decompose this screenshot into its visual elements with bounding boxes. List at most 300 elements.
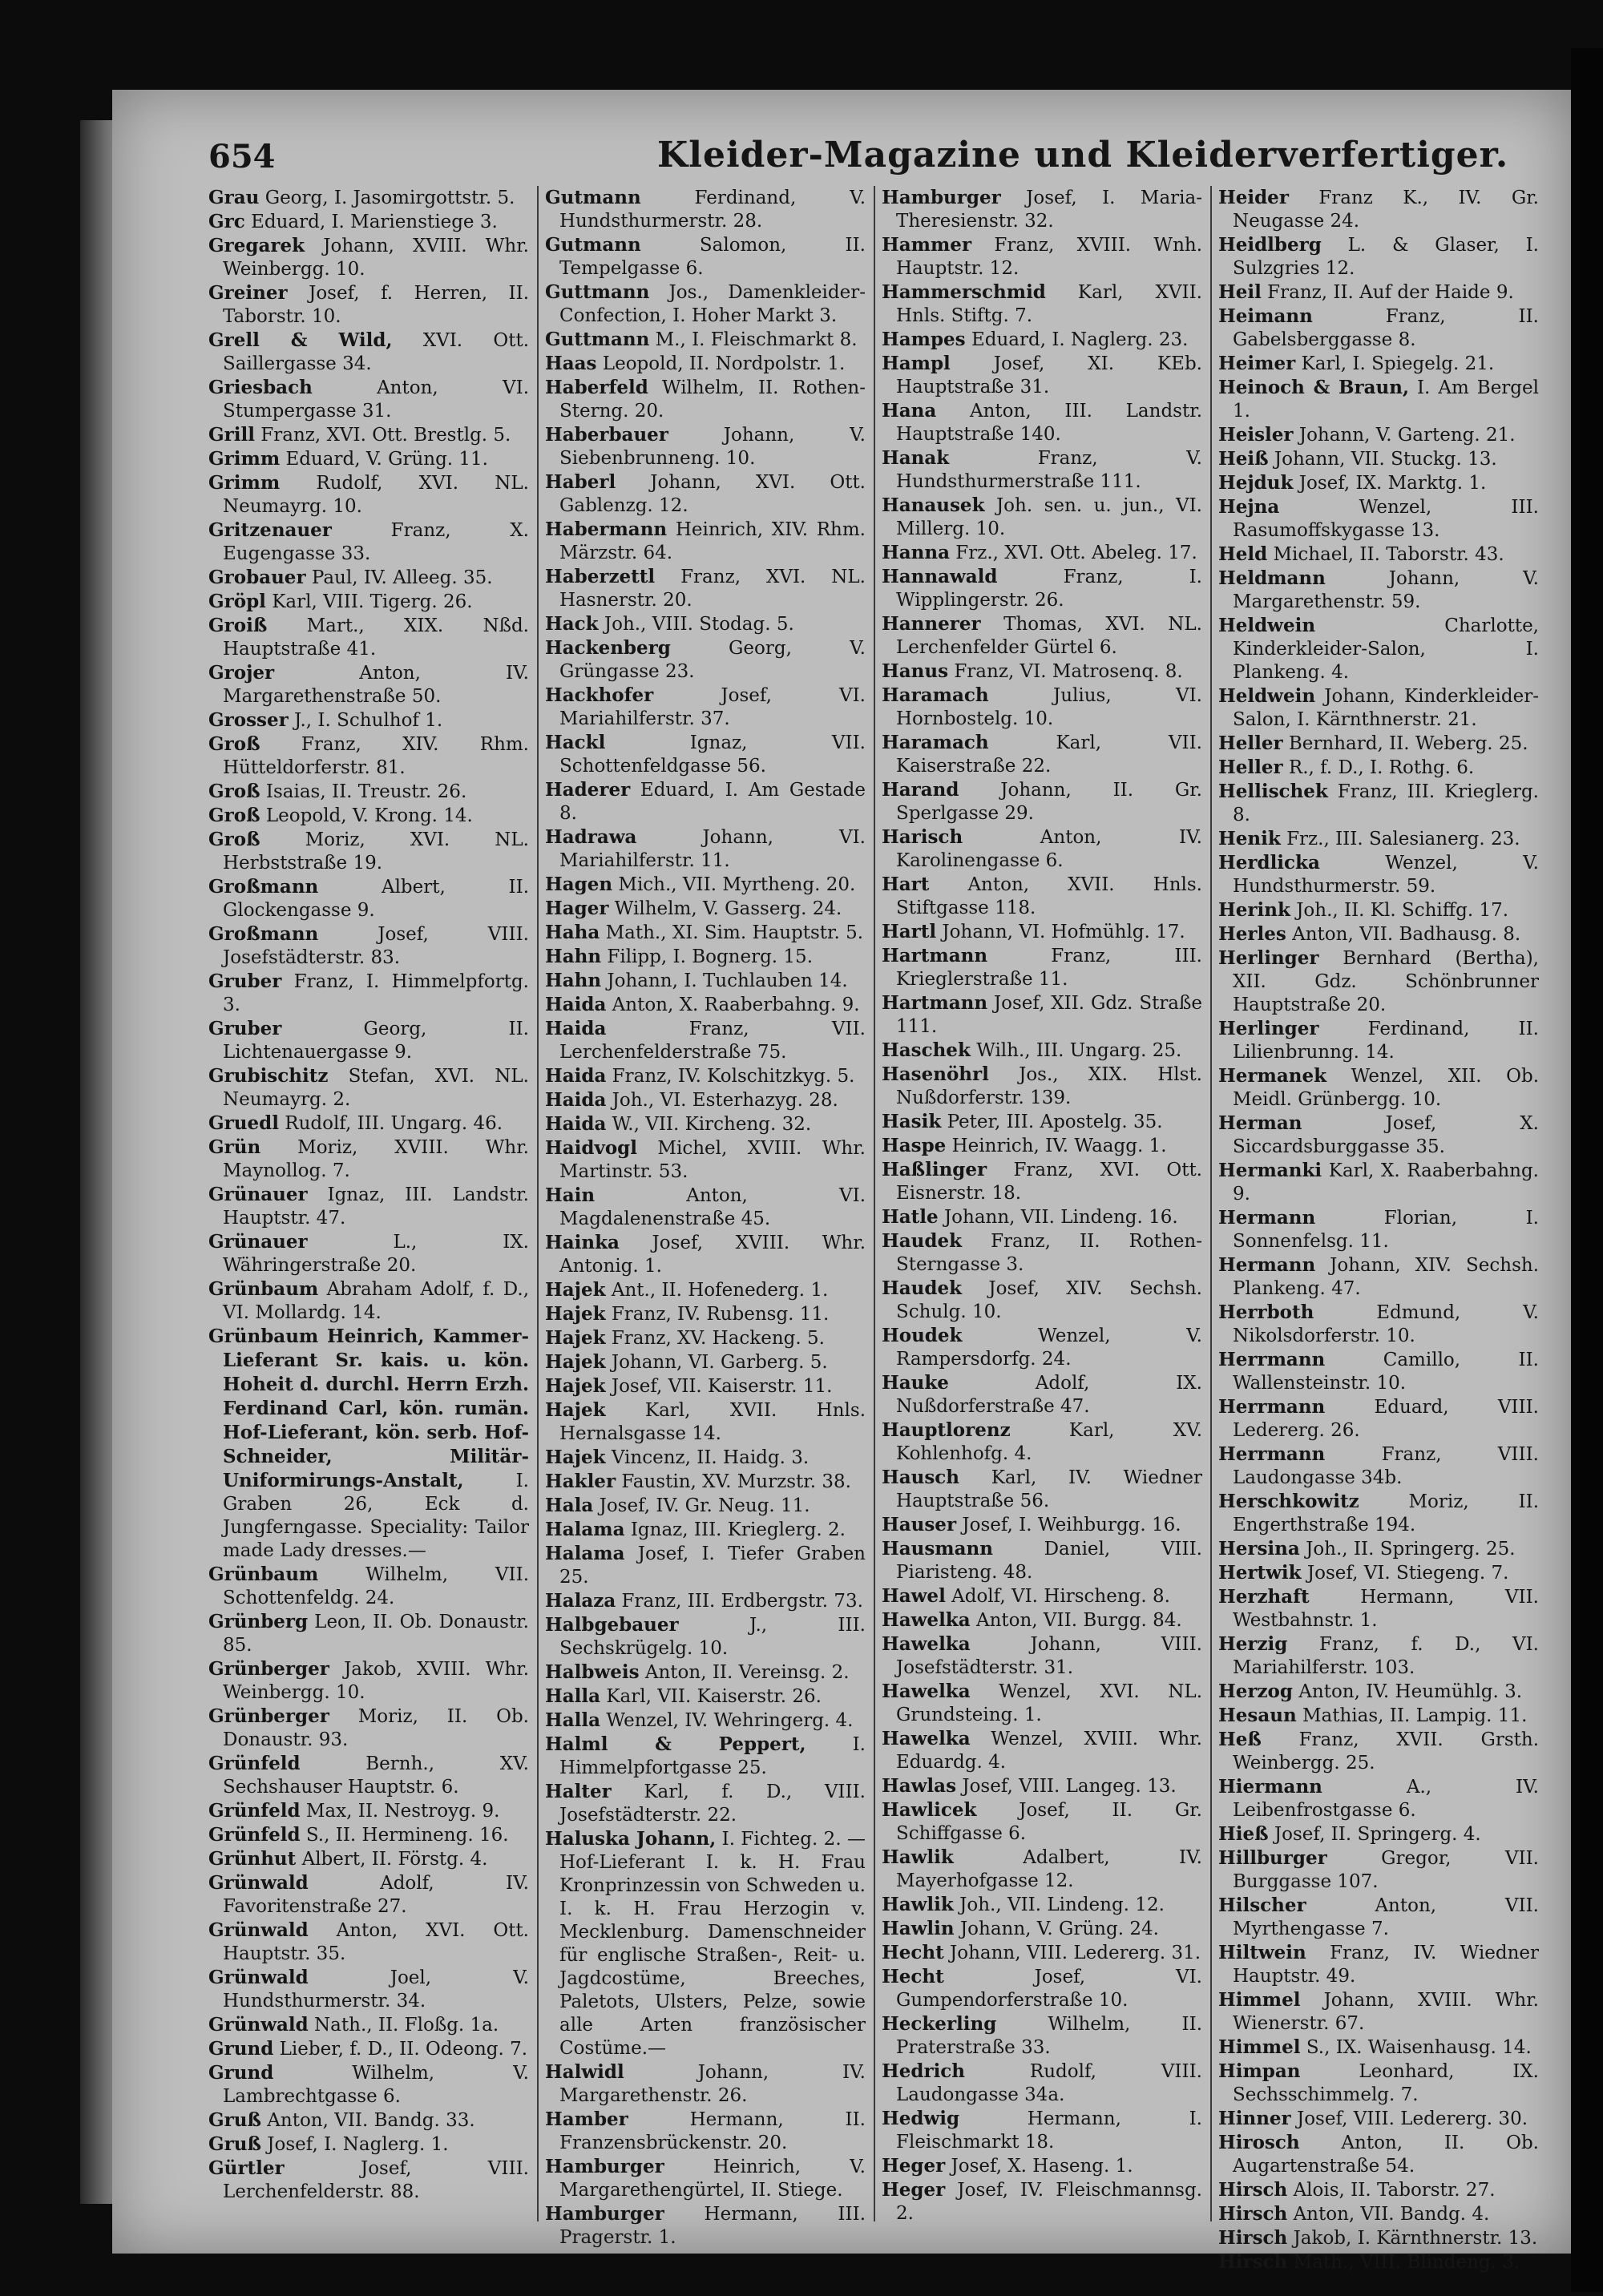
- entry-details: Anton, VII. Myrthengasse 7.: [1233, 1895, 1539, 1939]
- directory-entry: [882, 399, 1202, 446]
- entry-name: Hieß: [1218, 1823, 1269, 1845]
- entry-name: Hauser: [882, 1514, 957, 1535]
- directory-entry: [545, 1017, 866, 1064]
- directory-entry: [882, 1774, 1202, 1798]
- entry-details: I. Am Bergel 1.: [1233, 377, 1539, 422]
- entry-name: Hellischek: [1218, 781, 1328, 802]
- entry-details: Gregor, VII. Burggasse 107.: [1233, 1848, 1539, 1892]
- entry-name: Hain: [545, 1184, 596, 1206]
- entry-details: Ignaz, III. Krieglerg. 2.: [624, 1519, 846, 1540]
- directory-entry: [1218, 1561, 1539, 1585]
- entry-details: Josef, I. Maria-Theresienstr. 32.: [896, 188, 1202, 232]
- directory-entry: [882, 233, 1202, 280]
- directory-entry: [545, 1613, 866, 1660]
- entry-details: Franz, XVI. Ott. Eisnerstr. 18.: [896, 1160, 1202, 1204]
- directory-entry: [208, 1657, 529, 1705]
- directory-entry: [208, 970, 529, 1017]
- entry-details: Anton, III. Landstr. Hauptstraße 140.: [896, 401, 1202, 445]
- directory-entry: [545, 1827, 866, 2060]
- entry-name: Haidvogl: [545, 1137, 637, 1159]
- entry-details: Mathias, II. Lampig. 11.: [1296, 1705, 1528, 1726]
- entry-name: Groß: [208, 733, 260, 755]
- directory-entry: [882, 1039, 1202, 1063]
- entry-details: I. Graben 26, Eck d. Jungferngasse. Speciality: Tailor made Lady dresses.—: [223, 1471, 529, 1561]
- entry-details: Edmund, V. Nikolsdorferstr. 10.: [1233, 1302, 1539, 1346]
- entry-details: Daniel, VIII. Piaristeng. 48.: [896, 1539, 1202, 1583]
- directory-entry: [545, 1518, 866, 1542]
- directory-entry: [882, 1727, 1202, 1774]
- directory-entry: [208, 1325, 529, 1563]
- entry-name: Grünfeld: [208, 1753, 301, 1774]
- entry-details: Josef, XII. Gdz. Straße 111.: [896, 993, 1202, 1037]
- entry-details: Wilhelm, II. Praterstraße 33.: [896, 2014, 1202, 2058]
- entry-details: Alois, II. Taborstr. 27.: [1287, 2180, 1496, 2201]
- entry-details: Karl, I. Spiegelg. 21.: [1295, 353, 1495, 374]
- entry-details: Johann, II. Gr. Sperlgasse 29.: [896, 780, 1202, 824]
- directory-entry: [208, 519, 529, 566]
- entry-name: Hawel: [882, 1585, 946, 1607]
- entry-name: Gregarek: [208, 235, 305, 256]
- entry-details: Anton, VII. Burgg. 84.: [970, 1610, 1182, 1631]
- entry-details: Moriz, XVI. NL. Herbststraße 19.: [223, 829, 529, 874]
- entry-name: Heller: [1218, 757, 1283, 778]
- entry-details: Adolf, IV. Favoritenstraße 27.: [223, 1873, 529, 1917]
- entry-details: Josef, VIII. Lerchenfelderstr. 88.: [223, 2158, 529, 2202]
- entry-details: Anton, VII. Bandg. 33.: [260, 2110, 475, 2131]
- entry-name: Grojer: [208, 662, 275, 684]
- entry-name: Gruedl: [208, 1112, 279, 1134]
- entry-details: Wilhelm, II. Rothen-Sterng. 20.: [559, 377, 866, 422]
- entry-details: Eduard, I. Am Gestade 8.: [559, 780, 866, 824]
- directory-entry: [545, 2155, 866, 2202]
- entry-name: Hawelka: [882, 1609, 971, 1631]
- directory-entry: [208, 1823, 529, 1847]
- entry-name: Grünwald: [208, 1967, 309, 1988]
- directory-entry: [545, 1136, 866, 1184]
- entry-name: Gruß: [208, 2109, 261, 2131]
- entry-name: Groß: [208, 781, 260, 802]
- directory-entry: [208, 708, 529, 732]
- entry-name: Hart: [882, 874, 930, 895]
- entry-details: Nath., II. Floßg. 1a.: [308, 2015, 499, 2036]
- directory-entry: [1218, 1988, 1539, 2036]
- entry-name: Haberzettl: [545, 566, 656, 587]
- entry-details: Wilhelm, V. Lambrechtgasse 6.: [223, 2063, 529, 2107]
- directory-entry: [882, 612, 1202, 660]
- directory-entry: [1218, 1301, 1539, 1348]
- entry-name: Gruber: [208, 970, 282, 992]
- entry-details: Franz, I. Wipplingerstr. 26.: [896, 567, 1202, 611]
- entry-name: Hauke: [882, 1372, 949, 1394]
- entry-name: Hirsch: [1218, 2251, 1288, 2273]
- directory-entry: [882, 2060, 1202, 2107]
- entry-details: Josef, II. Springerg. 4.: [1268, 1824, 1481, 1845]
- directory-entry: [208, 804, 529, 828]
- entry-details: Anton, IV. Karolinengasse 6.: [896, 827, 1202, 871]
- entry-name: Herles: [1218, 923, 1286, 945]
- entry-details: Johann, VIII. Josefstädterstr. 31.: [896, 1634, 1202, 1678]
- entry-details: Karl, f. D., VIII. Josefstädterstr. 22.: [559, 1782, 866, 1826]
- directory-entry: [882, 1466, 1202, 1513]
- entry-name: Hadrawa: [545, 826, 637, 848]
- directory-entry: [882, 1324, 1202, 1371]
- directory-entry: [545, 993, 866, 1017]
- entry-details: Johann, V. Garteng. 21.: [1293, 425, 1516, 446]
- entry-details: Mich., VII. Myrtheng. 20.: [612, 874, 856, 895]
- directory-entry: [208, 2133, 529, 2157]
- entry-details: Adolf, IX. Nußdorferstraße 47.: [896, 1373, 1202, 1417]
- entry-details: Georg, V. Grüngasse 23.: [559, 638, 866, 682]
- entry-details: Leopold, II. Nordpolstr. 1.: [596, 353, 846, 374]
- entry-details: Ant., II. Hofenederg. 1.: [605, 1280, 829, 1301]
- entry-details: Franz, I. Himmelpfortg. 3.: [223, 971, 529, 1015]
- entry-name: Hackhofer: [545, 684, 654, 706]
- entry-name: Hasenöhrl: [882, 1063, 989, 1085]
- entry-details: Franz, III. Erdbergstr. 73.: [616, 1591, 863, 1612]
- directory-entry: [1218, 1112, 1539, 1159]
- entry-name: Hejduk: [1218, 472, 1294, 494]
- directory-entry: [1218, 567, 1539, 614]
- entry-name: Hauptlorenz: [882, 1419, 1011, 1441]
- directory-entry: [208, 732, 529, 780]
- entry-name: Heiß: [1218, 448, 1269, 470]
- directory-entry: [208, 1112, 529, 1136]
- entry-details: Josef, VIII. Josefstädterstr. 83.: [223, 924, 529, 968]
- directory-entry: [545, 565, 866, 612]
- entry-details: Josef, IV. Fleischmannsg. 2.: [896, 2180, 1202, 2224]
- entry-name: Hanus: [882, 660, 949, 682]
- directory-entry: [208, 1064, 529, 1112]
- entry-name: Hesaun: [1218, 1705, 1297, 1726]
- entry-details: Karl, VIII. Tigerg. 26.: [265, 591, 473, 612]
- entry-details: Franz, XV. Hackeng. 5.: [605, 1328, 825, 1349]
- entry-details: I. Fichteg. 2. —Hof-Lieferant I. k. H. Frau Kronprinzessin von Schweden u. I. k. H. Frau Herzogin v. Mecklenburg. Damenschneider für englische Straßen-, Reit- u. Jagdcostüme, Breeches, Paletots, Ulsters, Pelze, sowie alle Arten französischer Costüme.—: [559, 1829, 866, 2059]
- entry-name: Grünfeld: [208, 1800, 301, 1822]
- entry-name: Halaza: [545, 1590, 616, 1612]
- directory-entry: [545, 1589, 866, 1613]
- entry-details: XVI. Ott. Saillergasse 34.: [223, 330, 530, 374]
- entry-name: Hermanek: [1218, 1065, 1327, 1087]
- directory-entry: [882, 1798, 1202, 1846]
- entry-name: Hausmann: [882, 1538, 993, 1560]
- directory-entry: [1218, 186, 1539, 233]
- entry-details: Franz, XVI. NL. Hasnerstr. 20.: [559, 567, 866, 611]
- entry-name: Hartmann: [882, 992, 988, 1014]
- entry-name: Grau: [208, 187, 260, 208]
- entry-details: Wenzel, XVIII. Whr. Eduardg. 4.: [896, 1729, 1202, 1773]
- entry-details: Vincenz, II. Haidg. 3.: [605, 1447, 810, 1468]
- entry-name: Grünwald: [208, 2014, 309, 2036]
- entry-details: Adolf, VI. Hirscheng. 8.: [945, 1586, 1170, 1607]
- directory-entry: [882, 1277, 1202, 1324]
- directory-entry: [545, 2060, 866, 2108]
- entry-name: Haha: [545, 922, 600, 943]
- entry-name: Hasik: [882, 1111, 942, 1132]
- directory-entry: [545, 969, 866, 993]
- directory-entry: [545, 825, 866, 873]
- directory-entry: [1218, 2060, 1539, 2107]
- entry-details: Karl, XV. Kohlenhofg. 4.: [896, 1420, 1202, 1464]
- directory-entry: [1218, 2107, 1539, 2131]
- entry-details: I. Himmelpfortgasse 25.: [559, 1734, 866, 1778]
- directory-entry: [1218, 1775, 1539, 1822]
- entry-details: Eduard, V. Grüng. 11.: [280, 449, 488, 470]
- directory-entry: [1218, 376, 1539, 423]
- directory-entry: [208, 1919, 529, 1966]
- entry-name: Guttmann: [545, 329, 650, 350]
- entry-details: Bernhard, II. Weberg. 25.: [1282, 733, 1528, 754]
- directory-entry: [545, 376, 866, 423]
- entry-name: Grosser: [208, 709, 289, 731]
- entry-name: Hamburger: [545, 2156, 664, 2177]
- entry-name: Grünbaum: [208, 1278, 319, 1300]
- entry-details: Filipp, I. Bognerg. 15.: [601, 946, 814, 967]
- directory-entry: [545, 1446, 866, 1470]
- directory-entry: [208, 1563, 529, 1610]
- directory-entry: [208, 922, 529, 970]
- entry-name: Hawlas: [882, 1775, 957, 1797]
- directory-entry: [1218, 352, 1539, 376]
- directory-entry: [208, 2157, 529, 2204]
- entry-details: Ferdinand, V. Hundsthurmerstr. 28.: [559, 188, 866, 232]
- entry-name: Hammerschmid: [882, 281, 1046, 303]
- entry-details: Stefan, XVI. NL. Neumayrg. 2.: [223, 1066, 529, 1110]
- entry-name: Herlinger: [1218, 947, 1319, 969]
- entry-name: Haßlinger: [882, 1159, 987, 1180]
- entry-details: Georg, I. Jasomirgottstr. 5.: [259, 188, 515, 208]
- directory-entry: [1218, 543, 1539, 567]
- directory-entry: [882, 684, 1202, 731]
- entry-name: Hertwik: [1218, 1562, 1302, 1584]
- directory-entry: [208, 1610, 529, 1657]
- entry-details: Johann, V. Grüng. 24.: [954, 1919, 1159, 1939]
- entry-details: Moriz, XVIII. Whr. Maynollog. 7.: [223, 1137, 529, 1181]
- entry-name: Hajek: [545, 1279, 606, 1301]
- entry-name: Hahn: [545, 970, 602, 991]
- directory-entry: [208, 780, 529, 804]
- entry-details: Frz., III. Salesianerg. 23.: [1280, 829, 1520, 849]
- entry-name: Halml & Peppert,: [545, 1733, 806, 1755]
- entry-name: Grünberg: [208, 1611, 309, 1632]
- entry-name: Hejna: [1218, 496, 1280, 518]
- directory-entry: [882, 2154, 1202, 2178]
- entry-name: Hackl: [545, 732, 606, 753]
- entry-name: Heckerling: [882, 2013, 997, 2035]
- entry-name: Herrmann: [1218, 1349, 1326, 1370]
- entry-name: Herrboth: [1218, 1301, 1314, 1323]
- directory-entry: [1218, 2202, 1539, 2226]
- entry-details: Johann, VIII. Ledererg. 31.: [943, 1943, 1201, 1963]
- directory-entry: [882, 1229, 1202, 1277]
- directory-columns: [208, 186, 1539, 2273]
- directory-entry: [545, 1088, 866, 1112]
- directory-entry: [208, 1966, 529, 2013]
- directory-entry: [545, 186, 866, 233]
- entry-details: Franz, VII. Lerchenfelderstraße 75.: [559, 1019, 866, 1063]
- entry-name: Groß: [208, 805, 260, 826]
- entry-details: Ferdinand, II. Lilienbrunng. 14.: [1233, 1019, 1539, 1063]
- directory-entry: [545, 1374, 866, 1398]
- directory-entry: [208, 1871, 529, 1919]
- entry-details: Eduard, I. Naglerg. 23.: [965, 329, 1189, 350]
- entry-name: Heldwein: [1218, 615, 1316, 636]
- entry-details: Michael, II. Taborstr. 43.: [1267, 544, 1504, 565]
- entry-details: Camillo, II. Wallensteinstr. 10.: [1233, 1350, 1539, 1394]
- page-number: 654: [208, 138, 276, 176]
- entry-details: Albert, II. Glockengasse 9.: [223, 877, 529, 921]
- entry-name: Heimann: [1218, 305, 1313, 327]
- entry-details: Leonhard, IX. Sechsschimmelg. 7.: [1233, 2061, 1539, 2105]
- directory-entry: [1218, 280, 1539, 305]
- entry-details: J., III. Sechskrügelg. 10.: [559, 1615, 866, 1659]
- entry-details: Anton, VI. Stumpergasse 31.: [223, 377, 529, 422]
- directory-entry: [882, 565, 1202, 612]
- entry-details: Josef, IV. Gr. Neug. 11.: [593, 1495, 810, 1516]
- entry-details: Eduard, I. Marienstiege 3.: [244, 212, 498, 232]
- entry-details: Franz, XVI. Ott. Brestlg. 5.: [254, 425, 511, 446]
- directory-entry: [545, 921, 866, 945]
- entry-name: Hampes: [882, 329, 966, 350]
- directory-entry: [208, 1136, 529, 1183]
- entry-details: Eduard, VIII. Ledererg. 26.: [1233, 1397, 1539, 1441]
- directory-entry: [1218, 1846, 1539, 1894]
- entry-details: Joh., II. Kl. Schiffg. 17.: [1290, 900, 1509, 921]
- entry-name: Heldwein: [1218, 685, 1316, 707]
- entry-name: Hager: [545, 898, 609, 919]
- entry-name: Grünauer: [208, 1231, 308, 1253]
- entry-name: Hampl: [882, 353, 951, 374]
- entry-name: Hirsch: [1218, 2227, 1288, 2249]
- entry-details: Ignaz, III. Landstr. Hauptstr. 47.: [223, 1184, 529, 1229]
- entry-name: Herdlicka: [1218, 852, 1320, 874]
- entry-name: Haida: [545, 1089, 607, 1111]
- entry-name: Harisch: [882, 826, 963, 848]
- entry-name: Hecht: [882, 1942, 944, 1963]
- directory-entry: [1218, 1704, 1539, 1728]
- directory-entry: [882, 944, 1202, 991]
- entry-details: Mart., XIX. Nßd. Hauptstraße 41.: [223, 615, 529, 660]
- entry-name: Herschkowitz: [1218, 1491, 1359, 1512]
- entry-details: Franz, II. Auf der Haide 9.: [1261, 282, 1514, 303]
- entry-details: L., IX. Währingerstraße 20.: [223, 1232, 529, 1276]
- column-3: [882, 186, 1202, 2224]
- entry-details: Josef, X. Siccardsburggasse 35.: [1233, 1113, 1539, 1157]
- entry-name: Hartmann: [882, 945, 988, 966]
- entry-details: Max, II. Nestroyg. 9.: [300, 1801, 500, 1822]
- entry-name: Hanak: [882, 447, 950, 469]
- entry-name: Herrmann: [1218, 1443, 1326, 1465]
- entry-details: Moriz, II. Ob. Donaustr. 93.: [223, 1706, 529, 1750]
- entry-details: Wenzel, XVI. NL. Grundsteing. 1.: [896, 1681, 1202, 1725]
- entry-name: Hiermann: [1218, 1776, 1322, 1798]
- entry-details: Joh., VII. Lindeng. 12.: [953, 1895, 1165, 1915]
- entry-name: Hirsch: [1218, 2179, 1288, 2201]
- directory-entry: [882, 1941, 1202, 1965]
- directory-entry: [882, 328, 1202, 352]
- directory-entry: [545, 328, 866, 352]
- directory-entry: [882, 1608, 1202, 1632]
- entry-name: Hamburger: [882, 187, 1001, 208]
- entry-details: Johann, VII. Lindeng. 16.: [938, 1207, 1178, 1228]
- directory-entry: [545, 518, 866, 565]
- entry-details: Karl, VII. Kaiserstraße 22.: [896, 732, 1202, 777]
- column-1: [208, 186, 529, 2221]
- directory-entry: [882, 2107, 1202, 2154]
- entry-name: Hermann: [1218, 1254, 1316, 1276]
- directory-entry: [882, 1205, 1202, 1229]
- entry-name: Hedwig: [882, 2108, 960, 2129]
- entry-details: Karl, XVII. Hnls. Hernalsgasse 14.: [559, 1400, 866, 1444]
- entry-name: Halbgebauer: [545, 1614, 679, 1636]
- entry-name: Henik: [1218, 828, 1281, 849]
- directory-entry: [208, 186, 529, 210]
- directory-entry: [882, 1418, 1202, 1466]
- entry-details: Josef, I. Tiefer Graben 25.: [559, 1543, 866, 1588]
- entry-details: Franz, II. Rothen-Sterngasse 3.: [896, 1231, 1202, 1275]
- entry-name: Hawlin: [882, 1918, 955, 1939]
- entry-details: Franz, IV. Rubensg. 11.: [605, 1304, 830, 1325]
- entry-details: Hermann, III. Pragerstr. 1.: [559, 2204, 866, 2248]
- entry-name: Haida: [545, 1065, 607, 1087]
- entry-details: Ignaz, VII. Schottenfeldgasse 56.: [559, 732, 866, 777]
- entry-details: Anton, II. Vereinsg. 2.: [639, 1662, 850, 1683]
- directory-entry: [1218, 2226, 1539, 2250]
- entry-name: Hammer: [882, 234, 972, 256]
- entry-name: Hajek: [545, 1351, 606, 1373]
- entry-details: Johann, V. Margarethenstr. 59.: [1233, 568, 1539, 612]
- directory-entry: [882, 1537, 1202, 1584]
- entry-name: Großmann: [208, 876, 319, 898]
- directory-entry: [545, 1780, 866, 1827]
- entry-details: Joh. sen. u. jun., VI. Millerg. 10.: [896, 495, 1202, 539]
- entry-name: Grünauer: [208, 1184, 308, 1205]
- entry-details: Johann, IV. Margarethenstr. 26.: [559, 2062, 866, 2106]
- right-binding-edge: [1571, 48, 1603, 2292]
- directory-entry: [208, 281, 529, 329]
- entry-details: Wenzel, XII. Ob. Meidl. Grünbergg. 10.: [1233, 1066, 1539, 1110]
- entry-name: Hamburger: [545, 2203, 664, 2225]
- entry-details: Franz, IV. Kolschitzkyg. 5.: [606, 1066, 855, 1087]
- entry-details: Anton, VI. Magdalenenstraße 45.: [559, 1185, 866, 1229]
- directory-entry: [882, 1134, 1202, 1158]
- entry-details: Michel, XVIII. Whr. Martinstr. 53.: [559, 1138, 866, 1182]
- entry-details: Anton, IV. Margarethenstraße 50.: [223, 663, 529, 707]
- directory-entry: [208, 471, 529, 519]
- entry-name: Halbweis: [545, 1661, 640, 1683]
- directory-entry: [882, 1063, 1202, 1110]
- entry-name: Held: [1218, 543, 1268, 565]
- directory-entry: [545, 1184, 866, 1231]
- entry-name: Grünbaum: [208, 1564, 319, 1585]
- directory-entry: [1218, 756, 1539, 780]
- entry-name: Haida: [545, 1018, 607, 1039]
- entry-name: Grobauer: [208, 567, 306, 588]
- directory-entry: [882, 778, 1202, 825]
- entry-name: Hackenberg: [545, 637, 671, 659]
- entry-details: Franz, V. Hundsthurmerstraße 111.: [896, 448, 1202, 492]
- entry-details: Johann, V. Siebenbrunneng. 10.: [559, 425, 866, 469]
- entry-details: Johann, XIV. Sechsh. Plankeng. 47.: [1233, 1255, 1539, 1299]
- entry-details: Franz K., IV. Gr. Neugasse 24.: [1233, 188, 1539, 232]
- entry-name: Himmel: [1218, 2036, 1301, 2058]
- directory-entry: [208, 661, 529, 708]
- directory-entry: [1218, 305, 1539, 352]
- directory-entry: [208, 376, 529, 423]
- entry-name: Grünwald: [208, 1919, 309, 1941]
- directory-entry: [1218, 2131, 1539, 2178]
- directory-entry: [208, 614, 529, 661]
- directory-entry: [208, 329, 529, 376]
